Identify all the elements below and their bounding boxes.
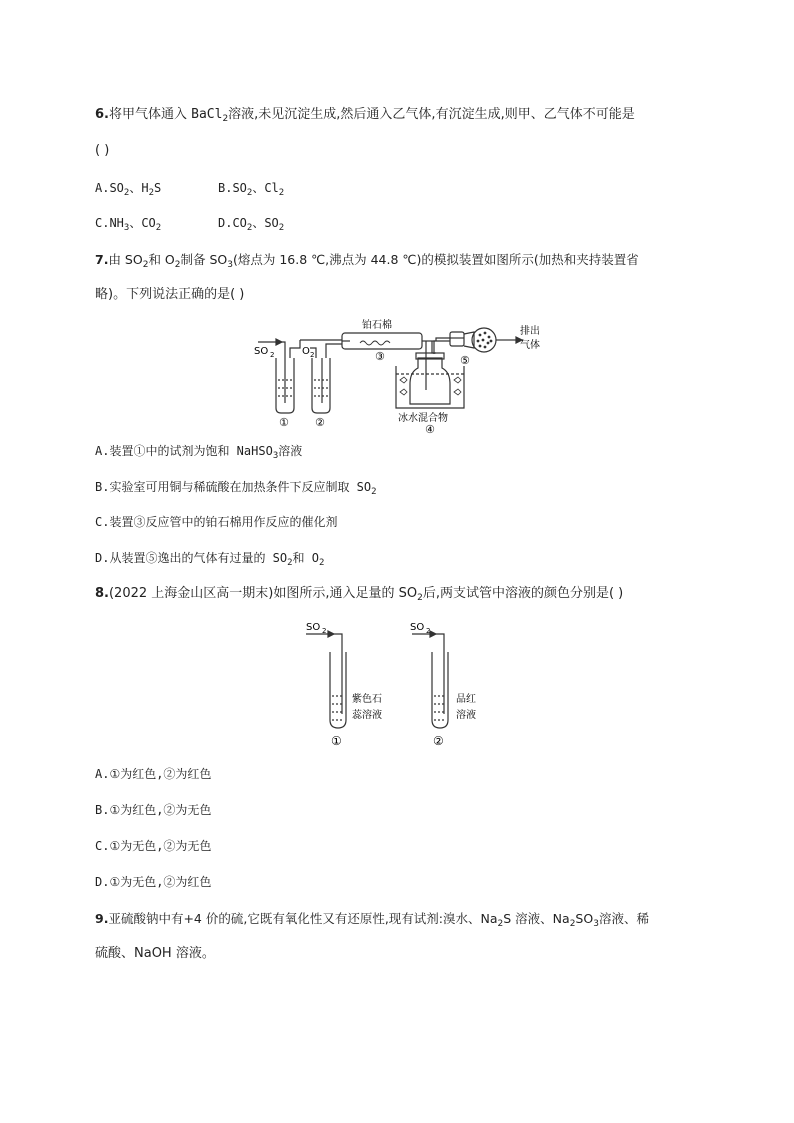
svg-text:2: 2 xyxy=(322,627,327,635)
q6-option-a[interactable]: $A.SO_2$、$H_2S$ xyxy=(95,181,162,198)
q8-option-a[interactable]: A.①为红色,②为红色 xyxy=(95,767,212,781)
q9-number: 9. xyxy=(95,911,109,926)
q7-option-c[interactable]: C.装置③反应管中的铂石棉用作反应的催化剂 xyxy=(95,515,338,529)
q7-apparatus-diagram xyxy=(250,318,550,434)
q7-option-a[interactable]: A.装置①中的试剂为饱和 NaHSO$_3$溶液 xyxy=(95,444,303,461)
q7-number: 7. xyxy=(95,252,109,267)
fig8-num-1: ① xyxy=(331,734,342,748)
fig8-label-litmus-2: 蕊溶液 xyxy=(352,710,382,721)
fig7-label-ice-water: 冰水混合物 xyxy=(398,413,448,424)
fig7-num-3: ③ xyxy=(375,350,385,363)
fig8-label-fuchsin-1: 品红 xyxy=(456,694,476,705)
q6-option-b[interactable]: $B.SO_2$、$Cl_2$ xyxy=(218,181,285,198)
fig7-num-5: ⑤ xyxy=(460,354,470,367)
fig7-num-4: ④ xyxy=(425,423,435,434)
q7-option-d[interactable]: D.从装置⑤逸出的气体有过量的 $SO_2$和 $O_2$ xyxy=(95,551,325,568)
fig7-label-exhaust-1: 排出 xyxy=(520,326,540,337)
fig7-label-so2: SO xyxy=(254,346,269,357)
q8-number: 8. xyxy=(95,586,109,601)
fig7-label-o2: O xyxy=(302,346,310,357)
q8-test-tubes-diagram xyxy=(300,618,500,748)
fig8-num-2: ② xyxy=(433,734,444,748)
q7-stem-line1: 7.由 $SO_2$和 $O_2$制备 $SO_3$(熔点为 16.8 ℃,沸点为 44.8 ℃)的模拟装置如图所示(加热和夹持装置省 xyxy=(95,252,639,270)
q8-option-b[interactable]: B.①为红色,②为无色 xyxy=(95,803,212,817)
fig8-label-so2-2: SO xyxy=(410,622,425,633)
fig8-label-litmus-1: 紫色石 xyxy=(352,694,382,705)
svg-text:2: 2 xyxy=(270,351,275,359)
q6-option-d[interactable]: $D.CO_2$、$SO_2$ xyxy=(218,216,285,233)
q6-stem: 6.将甲气体通入 BaCl$_2$溶液,未见沉淀生成,然后通入乙气体,有沉淀生成,则甲、乙气体不可能是 xyxy=(95,107,635,124)
q7-option-b[interactable]: B.实验室可用铜与稀硫酸在加热条件下反应制取 $SO_2$ xyxy=(95,480,377,497)
q6-option-c[interactable]: $C.NH_3$、$CO_2$ xyxy=(95,216,162,233)
q6-answer-blank: ( ) xyxy=(95,143,110,158)
fig7-num-1: ① xyxy=(279,416,289,429)
q9-stem-line1: 9.亚硫酸钠中有+4 价的硫,它既有氧化性又有还原性,现有试剂:溴水、$Na_2S$ 溶液、$Na_2SO_3$溶液、稀 xyxy=(95,911,649,929)
q8-stem: 8.(2022 上海金山区高一期末)如图所示,通入足量的 $SO_2$后,两支试管中溶液的颜色分别是( ) xyxy=(95,586,624,603)
q8-option-d[interactable]: D.①为无色,②为红色 xyxy=(95,875,212,889)
q6-number: 6. xyxy=(95,107,109,122)
q8-option-c[interactable]: C.①为无色,②为无色 xyxy=(95,839,212,853)
fig8-label-so2-1: SO xyxy=(306,622,321,633)
svg-text:2: 2 xyxy=(426,627,431,635)
fig8-label-fuchsin-2: 溶液 xyxy=(456,710,476,721)
fig7-label-exhaust-2: 气体 xyxy=(520,340,540,351)
fig7-label-pt-asbestos: 铂石棉 xyxy=(362,320,392,331)
q7-stem-line2: 略)。下列说法正确的是( ) xyxy=(95,287,245,302)
q9-stem-line2: 硫酸、NaOH 溶液。 xyxy=(95,946,215,961)
fig7-num-2: ② xyxy=(315,416,325,429)
svg-text:2: 2 xyxy=(310,351,315,359)
